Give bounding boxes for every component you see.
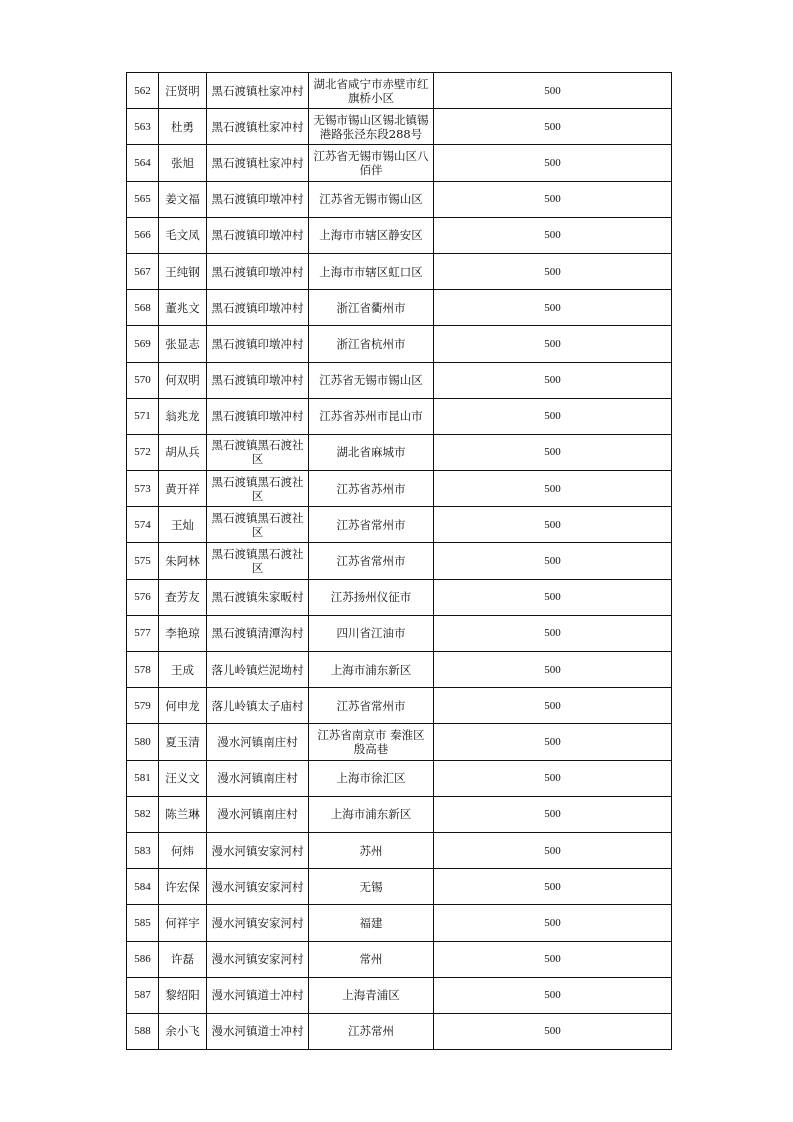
row-number-cell: 586: [127, 941, 159, 977]
village-name-cell: 黑石渡镇杜家冲村: [207, 109, 309, 145]
table-row: [127, 1013, 672, 1049]
village-name-cell: 漫水河镇南庄村: [207, 760, 309, 796]
table-row: [127, 362, 672, 398]
village-name-cell: 漫水河镇南庄村: [207, 796, 309, 832]
work-address-cell: 江苏常州: [309, 1013, 434, 1049]
subsidy-amount-cell: 500: [434, 579, 672, 615]
row-number-cell: 572: [127, 434, 159, 470]
row-number-cell: 588: [127, 1013, 159, 1049]
village-name-cell: 黑石渡镇印墩冲村: [207, 362, 309, 398]
table-row: [127, 73, 672, 109]
row-number-cell: 566: [127, 217, 159, 253]
village-name-cell: 落儿岭镇太子庙村: [207, 688, 309, 724]
person-name-cell: 张旭: [159, 145, 207, 181]
person-name-cell: 夏玉清: [159, 724, 207, 760]
person-name-cell: 陈兰琳: [159, 796, 207, 832]
table-row: [127, 434, 672, 470]
village-name-cell: 黑石渡镇印墩冲村: [207, 253, 309, 289]
table-row: [127, 905, 672, 941]
subsidy-amount-cell: 500: [434, 181, 672, 217]
row-number-cell: 571: [127, 398, 159, 434]
row-number-cell: 584: [127, 869, 159, 905]
work-address-cell: 浙江省衢州市: [309, 290, 434, 326]
work-address-cell: 江苏省常州市: [309, 507, 434, 543]
table-row: [127, 326, 672, 362]
subsidy-amount-cell: 500: [434, 109, 672, 145]
table-row: [127, 652, 672, 688]
work-address-cell: 江苏省苏州市昆山市: [309, 398, 434, 434]
subsidy-amount-cell: 500: [434, 832, 672, 868]
subsidy-amount-cell: 500: [434, 398, 672, 434]
table-row: [127, 543, 672, 579]
village-name-cell: 漫水河镇安家河村: [207, 905, 309, 941]
row-number-cell: 585: [127, 905, 159, 941]
row-number-cell: 568: [127, 290, 159, 326]
person-name-cell: 何祥宇: [159, 905, 207, 941]
subsidy-amount-cell: 500: [434, 652, 672, 688]
subsidy-amount-cell: 500: [434, 73, 672, 109]
row-number-cell: 570: [127, 362, 159, 398]
table-row: [127, 145, 672, 181]
work-address-cell: 浙江省杭州市: [309, 326, 434, 362]
work-address-cell: 苏州: [309, 832, 434, 868]
table-row: [127, 253, 672, 289]
work-address-cell: 无锡市锡山区锡北镇锡港路张泾东段288号: [309, 109, 434, 145]
table-row: [127, 398, 672, 434]
subsidy-amount-cell: 500: [434, 253, 672, 289]
table-row: [127, 724, 672, 760]
work-address-cell: 四川省江油市: [309, 615, 434, 651]
work-address-cell: 无锡: [309, 869, 434, 905]
person-name-cell: 王灿: [159, 507, 207, 543]
village-name-cell: 黑石渡镇黑石渡社区: [207, 507, 309, 543]
row-number-cell: 582: [127, 796, 159, 832]
village-name-cell: 漫水河镇安家河村: [207, 869, 309, 905]
person-name-cell: 黄开祥: [159, 471, 207, 507]
person-name-cell: 王纯钢: [159, 253, 207, 289]
subsidy-amount-cell: 500: [434, 471, 672, 507]
work-address-cell: 江苏省常州市: [309, 688, 434, 724]
subsidy-amount-cell: 500: [434, 760, 672, 796]
person-name-cell: 朱阿林: [159, 543, 207, 579]
person-name-cell: 张显志: [159, 326, 207, 362]
person-name-cell: 毛文凤: [159, 217, 207, 253]
subsidy-amount-cell: 500: [434, 724, 672, 760]
work-address-cell: 上海市徐汇区: [309, 760, 434, 796]
work-address-cell: 福建: [309, 905, 434, 941]
table-row: [127, 579, 672, 615]
person-name-cell: 黎绍阳: [159, 977, 207, 1013]
person-name-cell: 汪义文: [159, 760, 207, 796]
work-address-cell: 江苏省常州市: [309, 543, 434, 579]
subsidy-amount-cell: 500: [434, 326, 672, 362]
row-number-cell: 579: [127, 688, 159, 724]
village-name-cell: 黑石渡镇清潭沟村: [207, 615, 309, 651]
row-number-cell: 575: [127, 543, 159, 579]
row-number-cell: 569: [127, 326, 159, 362]
subsidy-amount-cell: 500: [434, 217, 672, 253]
table-row: [127, 109, 672, 145]
row-number-cell: 573: [127, 471, 159, 507]
person-name-cell: 姜文福: [159, 181, 207, 217]
table-row: [127, 290, 672, 326]
subsidy-amount-cell: 500: [434, 145, 672, 181]
village-name-cell: 黑石渡镇印墩冲村: [207, 181, 309, 217]
row-number-cell: 567: [127, 253, 159, 289]
village-name-cell: 漫水河镇安家河村: [207, 941, 309, 977]
table-row: [127, 471, 672, 507]
subsidy-amount-cell: 500: [434, 688, 672, 724]
row-number-cell: 576: [127, 579, 159, 615]
person-name-cell: 何双明: [159, 362, 207, 398]
work-address-cell: 江苏省无锡市锡山区: [309, 362, 434, 398]
table-row: [127, 688, 672, 724]
table-row: [127, 760, 672, 796]
row-number-cell: 578: [127, 652, 159, 688]
table-row: [127, 217, 672, 253]
subsidy-amount-cell: 500: [434, 905, 672, 941]
person-name-cell: 李艳琼: [159, 615, 207, 651]
work-address-cell: 湖北省麻城市: [309, 434, 434, 470]
work-address-cell: 上海青浦区: [309, 977, 434, 1013]
village-name-cell: 黑石渡镇印墩冲村: [207, 290, 309, 326]
subsidy-amount-cell: 500: [434, 869, 672, 905]
person-name-cell: 胡从兵: [159, 434, 207, 470]
village-name-cell: 黑石渡镇印墩冲村: [207, 217, 309, 253]
row-number-cell: 583: [127, 832, 159, 868]
table-row: [127, 796, 672, 832]
work-address-cell: 上海市浦东新区: [309, 652, 434, 688]
subsidy-amount-cell: 500: [434, 977, 672, 1013]
village-name-cell: 漫水河镇道士冲村: [207, 977, 309, 1013]
person-name-cell: 余小飞: [159, 1013, 207, 1049]
village-name-cell: 黑石渡镇印墩冲村: [207, 398, 309, 434]
village-name-cell: 黑石渡镇印墩冲村: [207, 326, 309, 362]
village-name-cell: 漫水河镇安家河村: [207, 832, 309, 868]
work-address-cell: 常州: [309, 941, 434, 977]
work-address-cell: 江苏扬州仪征市: [309, 579, 434, 615]
table-row: [127, 181, 672, 217]
person-name-cell: 查芳友: [159, 579, 207, 615]
work-address-cell: 江苏省无锡市锡山区: [309, 181, 434, 217]
village-name-cell: 黑石渡镇黑石渡社区: [207, 471, 309, 507]
row-number-cell: 565: [127, 181, 159, 217]
row-number-cell: 577: [127, 615, 159, 651]
subsidy-amount-cell: 500: [434, 290, 672, 326]
subsidy-amount-cell: 500: [434, 434, 672, 470]
row-number-cell: 581: [127, 760, 159, 796]
table-row: [127, 941, 672, 977]
table-row: [127, 869, 672, 905]
village-name-cell: 落儿岭镇烂泥坳村: [207, 652, 309, 688]
work-address-cell: 上海市市辖区静安区: [309, 217, 434, 253]
person-name-cell: 汪贤明: [159, 73, 207, 109]
person-name-cell: 何炜: [159, 832, 207, 868]
village-name-cell: 黑石渡镇朱家畈村: [207, 579, 309, 615]
work-address-cell: 上海市市辖区虹口区: [309, 253, 434, 289]
person-name-cell: 王成: [159, 652, 207, 688]
subsidy-amount-cell: 500: [434, 543, 672, 579]
subsidy-amount-cell: 500: [434, 1013, 672, 1049]
village-name-cell: 黑石渡镇杜家冲村: [207, 73, 309, 109]
village-name-cell: 漫水河镇道士冲村: [207, 1013, 309, 1049]
row-number-cell: 563: [127, 109, 159, 145]
subsidy-amount-cell: 500: [434, 362, 672, 398]
row-number-cell: 574: [127, 507, 159, 543]
table-row: [127, 507, 672, 543]
table-row: [127, 615, 672, 651]
person-name-cell: 董兆文: [159, 290, 207, 326]
table-row: [127, 977, 672, 1013]
subsidy-amount-cell: 500: [434, 615, 672, 651]
row-number-cell: 587: [127, 977, 159, 1013]
work-address-cell: 湖北省咸宁市赤壁市红旗桥小区: [309, 73, 434, 109]
village-name-cell: 黑石渡镇黑石渡社区: [207, 543, 309, 579]
roster-body: [127, 73, 672, 1050]
subsidy-amount-cell: 500: [434, 507, 672, 543]
person-name-cell: 翁兆龙: [159, 398, 207, 434]
work-address-cell: 江苏省苏州市: [309, 471, 434, 507]
row-number-cell: 580: [127, 724, 159, 760]
subsidy-roster-table: [126, 72, 672, 1050]
work-address-cell: 上海市浦东新区: [309, 796, 434, 832]
village-name-cell: 黑石渡镇杜家冲村: [207, 145, 309, 181]
person-name-cell: 许磊: [159, 941, 207, 977]
table-row: [127, 832, 672, 868]
person-name-cell: 何申龙: [159, 688, 207, 724]
row-number-cell: 564: [127, 145, 159, 181]
work-address-cell: 江苏省南京市 秦淮区 殷高巷: [309, 724, 434, 760]
person-name-cell: 杜勇: [159, 109, 207, 145]
person-name-cell: 许宏保: [159, 869, 207, 905]
village-name-cell: 漫水河镇南庄村: [207, 724, 309, 760]
work-address-cell: 江苏省无锡市锡山区八佰伴: [309, 145, 434, 181]
village-name-cell: 黑石渡镇黑石渡社区: [207, 434, 309, 470]
subsidy-amount-cell: 500: [434, 796, 672, 832]
subsidy-amount-cell: 500: [434, 941, 672, 977]
row-number-cell: 562: [127, 73, 159, 109]
